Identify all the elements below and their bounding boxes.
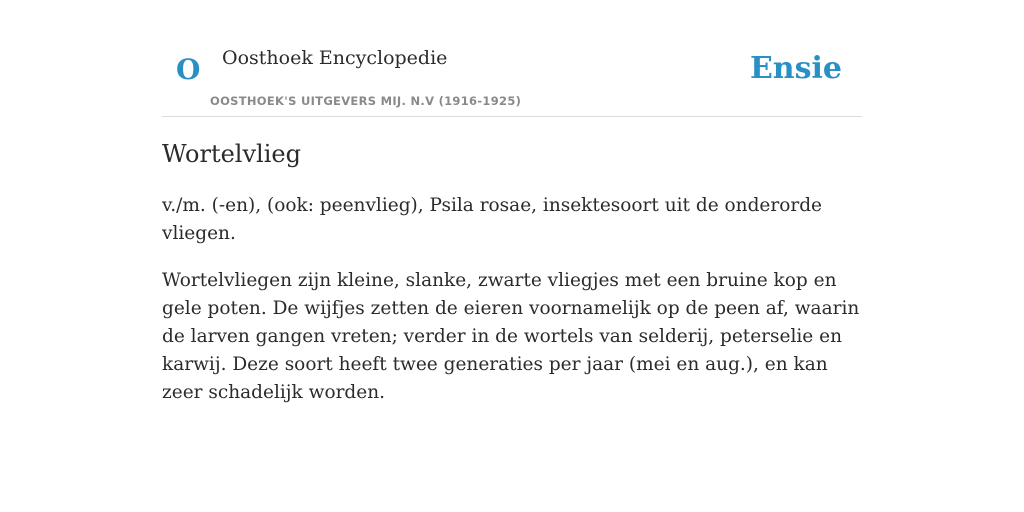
description-paragraph: Wortelvliegen zijn kleine, slanke, zwarte vliegjes met een bruine kop en gele poten. De wijfjes zetten de eieren voornamelijk op de peen af, waarin de larven gangen vreten; verder in de wortels van selderij, peterselie en karwij. Deze soort heeft twee generaties per jaar (mei en aug.), en kan zeer schadelijk worden.: [162, 270, 860, 403]
site-subtitle: OOSTHOEK'S UITGEVERS MIJ. N.V (1916-1925): [210, 94, 522, 108]
site-header: [162, 0, 862, 117]
article: [162, 136, 862, 407]
site-title-link[interactable]: Oosthoek Encyclopedie: [222, 47, 448, 69]
definition-paragraph: v./m. (-en), (ook: peenvlieg), Psila rosae, insektesoort uit de onderorde vliegen.: [162, 195, 822, 244]
ensie-brand-link[interactable]: Ensie: [749, 51, 842, 86]
encyclopedia-logo[interactable]: O: [176, 53, 201, 86]
entry-title: Wortelvlieg: [162, 140, 301, 168]
